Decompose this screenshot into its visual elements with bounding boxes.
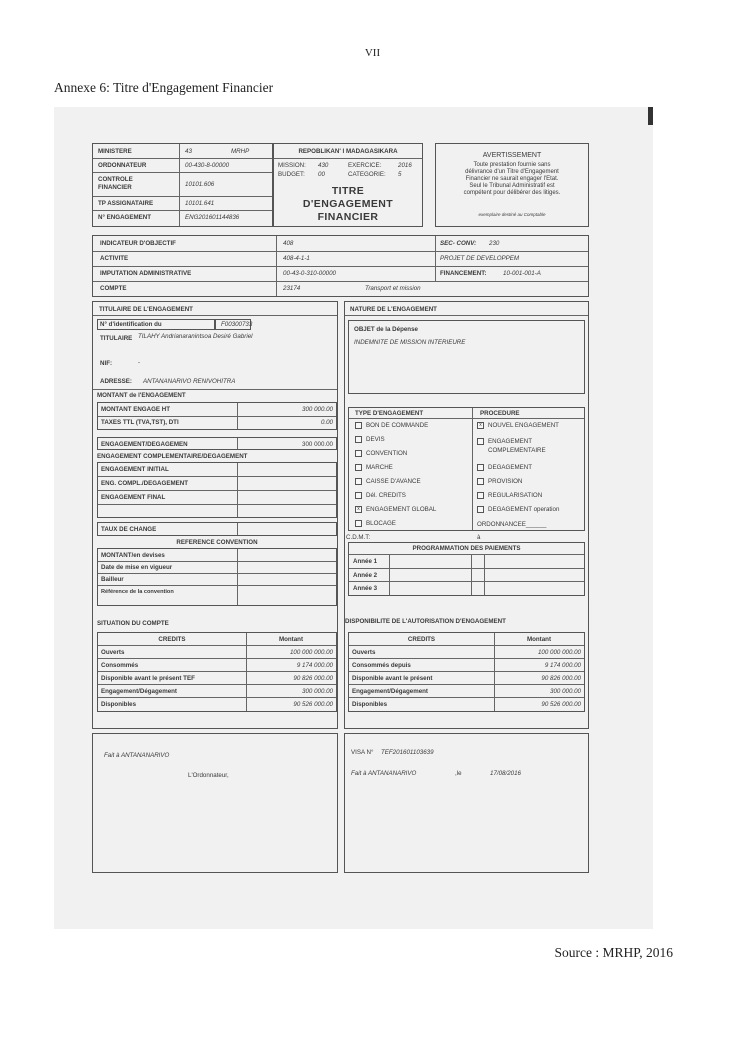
signature-right bbox=[344, 733, 589, 873]
situation-row-value: 90 826 000.00 bbox=[293, 675, 333, 682]
type-item-label: BON DE COMMANDE bbox=[366, 422, 429, 429]
procedure-item[interactable] bbox=[477, 492, 542, 499]
form-title-line-2: D'ENGAGEMENT bbox=[302, 198, 394, 210]
procedure-item[interactable] bbox=[477, 422, 559, 429]
exercice-value: 2016 bbox=[398, 162, 412, 169]
programmation-title: PROGRAMMATION DES PAIEMENTS bbox=[412, 545, 521, 552]
imputation-value: 00-43-0-310-00000 bbox=[283, 270, 336, 277]
vigueur-label: Date de mise en vigueur bbox=[101, 564, 173, 571]
budget-label: BUDGET: bbox=[278, 171, 305, 178]
type-item-label: CAISSE D'AVANCE bbox=[366, 478, 421, 485]
checkbox-icon[interactable] bbox=[477, 464, 484, 471]
dispo-row-value: 300 000.00 bbox=[550, 688, 581, 695]
procedure-item-label: NOUVEL ENGAGEMENT bbox=[488, 422, 559, 429]
situation-row-label: Ouverts bbox=[101, 649, 125, 656]
dispo-row-value: 90 526 000.00 bbox=[541, 701, 581, 708]
eng-deg-label: ENGAGEMENT/DEGAGEMEN bbox=[101, 441, 188, 448]
categorie-value: 5 bbox=[398, 171, 402, 178]
situation-row-value: 300 000.00 bbox=[302, 688, 333, 695]
taux-label: TAUX DE CHANGE bbox=[101, 526, 157, 533]
procedure-item[interactable] bbox=[477, 464, 532, 471]
compl-label: ENG. COMPL./DEGAGEMENT bbox=[101, 480, 188, 487]
taxes-value: 0.00 bbox=[320, 419, 333, 426]
tp-label: TP ASSIGNATAIRE bbox=[98, 200, 154, 207]
checkbox-icon[interactable] bbox=[477, 438, 484, 445]
nif-value: - bbox=[138, 359, 141, 366]
nature-section-title: NATURE DE L'ENGAGEMENT bbox=[350, 306, 437, 313]
adresse-label: ADRESSE: bbox=[100, 378, 132, 385]
convention-table bbox=[97, 548, 337, 606]
devises-label: MONTANT/en devises bbox=[101, 552, 165, 559]
type-item-label: MARCHE bbox=[366, 464, 393, 471]
categorie-label: CATEGORIE: bbox=[348, 171, 386, 178]
sec-conv-label: SEC- CONV: bbox=[440, 240, 477, 247]
scanned-form bbox=[54, 107, 653, 929]
projet-value: PROJET DE DEVELOPPEM bbox=[440, 255, 520, 262]
compte-value: 23174 bbox=[283, 285, 301, 292]
financement-label: FINANCEMENT: bbox=[440, 270, 487, 277]
checkbox-icon[interactable] bbox=[477, 492, 484, 499]
indicateur-value: 408 bbox=[283, 240, 294, 247]
checkbox-icon[interactable] bbox=[355, 464, 362, 471]
montant-section-title: MONTANT de l'ENGAGEMENT bbox=[97, 392, 186, 399]
procedure-item-label-2: COMPLEMENTAIRE bbox=[488, 447, 546, 454]
ref-convention-title: REFERENCE CONVENTION bbox=[176, 539, 258, 546]
ordonnateur-label: ORDONNATEUR bbox=[98, 162, 147, 169]
header-info-table bbox=[92, 143, 273, 227]
objet-label: OBJET de la Dépense bbox=[354, 326, 418, 333]
situation-row-label: Disponibles bbox=[101, 701, 137, 708]
controle-value: 10101.606 bbox=[185, 181, 215, 188]
type-item-label: ENGAGEMENT GLOBAL bbox=[366, 506, 437, 513]
situation-row-value: 90 526 000.00 bbox=[293, 701, 333, 708]
mission-value: 430 bbox=[318, 162, 329, 169]
dispo-col-montant: Montant bbox=[526, 636, 552, 643]
objet-box bbox=[348, 320, 585, 394]
eng-deg-row bbox=[97, 437, 337, 450]
page-number: VII bbox=[364, 47, 381, 59]
mission-label: MISSION: bbox=[278, 162, 306, 169]
engagement-number-value: ENG201601144836 bbox=[185, 214, 240, 221]
dispo-row-value: 100 000 000.00 bbox=[537, 649, 581, 656]
situation-row-label: Disponible avant le présent TEF bbox=[101, 675, 195, 682]
checkbox-icon[interactable]: x bbox=[355, 506, 362, 513]
situation-title: SITUATION DU COMPTE bbox=[97, 620, 169, 627]
type-item-label: DEVIS bbox=[366, 436, 385, 443]
type-item-label: Dél. CREDITS bbox=[366, 492, 406, 499]
identification-label: N° d'identification du bbox=[100, 321, 162, 328]
procedure-item-label: ENGAGEMENT bbox=[488, 438, 533, 445]
disponibilite-table bbox=[348, 632, 585, 712]
eng-deg-value: 300 000.00 bbox=[302, 441, 333, 448]
situation-col-montant: Montant bbox=[278, 636, 304, 643]
dispo-col-credits: CREDITS bbox=[407, 636, 436, 643]
engagement-number-label: N° ENGAGEMENT bbox=[98, 214, 152, 221]
ministere-name: MRHP bbox=[231, 148, 250, 155]
taux-row bbox=[97, 522, 337, 536]
checkbox-icon[interactable] bbox=[355, 450, 362, 457]
dispo-row-value: 90 826 000.00 bbox=[541, 675, 581, 682]
dispo-row-label: Consommés depuis bbox=[352, 662, 411, 669]
cdmt-a: à bbox=[477, 534, 481, 541]
montant-table bbox=[97, 402, 337, 430]
bailleur-label: Bailleur bbox=[101, 576, 124, 583]
compte-description: Transport et mission bbox=[365, 285, 421, 292]
tp-value: 10101.641 bbox=[185, 200, 215, 207]
financement-value: 10-001-001-A bbox=[503, 270, 541, 277]
ministere-label: MINISTERE bbox=[98, 148, 132, 155]
type-item[interactable] bbox=[355, 478, 421, 485]
compl-title: ENGAGEMENT COMPLEMENTAIRE/DEGAGEMENT bbox=[97, 453, 248, 460]
procedure-item-label: PROVISION bbox=[488, 478, 523, 485]
type-item[interactable] bbox=[355, 422, 428, 429]
type-item-label: BLOCAGE bbox=[366, 520, 396, 527]
initial-label: ENGAGEMENT INITIAL bbox=[101, 466, 169, 473]
type-item[interactable] bbox=[355, 520, 396, 527]
titulaire-label: TITULAIRE bbox=[100, 335, 133, 342]
dispo-row-label: Ouverts bbox=[352, 649, 376, 656]
type-item[interactable] bbox=[355, 450, 407, 457]
titulaire-section-title: TITULAIRE DE L'ENGAGEMENT bbox=[99, 306, 193, 313]
montant-ht-value: 300 000.00 bbox=[302, 406, 333, 413]
exercice-label: EXERCICE: bbox=[348, 162, 382, 169]
form-title-line-3: FINANCIER bbox=[317, 211, 379, 223]
visa-label: VISA N° bbox=[351, 749, 374, 756]
procedure-item[interactable] bbox=[477, 506, 559, 513]
dispo-row-label: Disponibles bbox=[352, 701, 388, 708]
right-column bbox=[344, 301, 589, 729]
controle-label-2: FINANCIER bbox=[98, 184, 132, 191]
nif-label: NIF: bbox=[100, 360, 113, 367]
warning-note: exemplaire destiné au Comptable bbox=[478, 212, 546, 217]
header-title-block bbox=[273, 143, 423, 227]
type-item[interactable] bbox=[355, 464, 393, 471]
left-column bbox=[92, 301, 338, 729]
fait-right: Fait à ANTANANARIVO bbox=[351, 770, 417, 777]
type-title: TYPE D'ENGAGEMENT bbox=[355, 410, 424, 417]
form-title-line-1: TITRE bbox=[331, 185, 365, 197]
compte-label: COMPTE bbox=[100, 285, 127, 292]
situation-table bbox=[97, 632, 337, 712]
dispo-row-label: Disponible avant le présent bbox=[352, 675, 433, 682]
ministere-code: 43 bbox=[185, 148, 192, 155]
checkbox-icon[interactable] bbox=[355, 478, 362, 485]
warning-box bbox=[435, 143, 589, 227]
checkbox-icon[interactable]: x bbox=[477, 422, 484, 429]
procedure-title: PROCEDURE bbox=[480, 410, 520, 417]
programmation-year: Année 2 bbox=[353, 572, 378, 579]
situation-col-credits: CREDITS bbox=[158, 636, 186, 643]
ref-convention-label: Référence de la convention bbox=[101, 589, 174, 595]
procedure-item-label: REGULARISATION bbox=[488, 492, 543, 499]
warning-line-5: compétent pour délibérer des litiges. bbox=[463, 190, 561, 196]
ordonnancee-label: ORDONNANCEE______ bbox=[477, 521, 547, 528]
checkbox-icon[interactable] bbox=[355, 436, 362, 443]
type-item[interactable] bbox=[355, 436, 385, 443]
annex-caption: Annexe 6: Titre d'Engagement Financier bbox=[54, 80, 274, 95]
ordonnateur-signature-label: L'Ordonnateur, bbox=[188, 772, 229, 779]
cdmt-label: C.D.M.T: bbox=[346, 534, 371, 541]
activite-label: ACTIVITE bbox=[100, 255, 129, 262]
checkbox-icon[interactable] bbox=[355, 492, 362, 499]
warning-line-1: Toute prestation fournie sans bbox=[473, 162, 551, 168]
situation-row-label: Engagement/Dégagement bbox=[101, 688, 177, 695]
imputation-table bbox=[92, 235, 589, 297]
type-item[interactable] bbox=[355, 492, 406, 499]
fait-left: Fait à ANTANANARIVO bbox=[104, 752, 170, 759]
programmation-year: Année 1 bbox=[353, 558, 378, 565]
procedure-item[interactable] bbox=[477, 478, 522, 485]
objet-value: INDEMNITE DE MISSION INTERIEURE bbox=[354, 339, 466, 346]
checkbox-icon[interactable] bbox=[355, 520, 362, 527]
situation-row-value: 9 174 000.00 bbox=[296, 662, 333, 669]
adresse-value: ANTANANARIVO RENIVOHITRA bbox=[143, 378, 236, 385]
type-procedure-box bbox=[348, 407, 585, 531]
taxes-label: TAXES TTL (TVA,TST), DTI bbox=[101, 419, 179, 426]
warning-line-3: Financier ne saurait engager l'Etat. bbox=[465, 176, 559, 182]
engagement-form bbox=[92, 143, 592, 912]
compl-table bbox=[97, 462, 337, 518]
dispo-row-label: Engagement/Dégagement bbox=[352, 688, 428, 695]
republic-name: REPOBLIKAN' I MADAGASIKARA bbox=[298, 148, 398, 155]
situation-row-value: 100 000 000.00 bbox=[289, 649, 333, 656]
activite-value: 408-4-1-1 bbox=[283, 255, 310, 262]
programmation-table bbox=[348, 542, 585, 596]
montant-ht-label: MONTANT ENGAGE HT bbox=[101, 406, 170, 413]
disponibilite-title: DISPONIBILITE DE L'AUTORISATION D'ENGAGEMENT bbox=[345, 618, 506, 625]
procedure-item[interactable] bbox=[477, 438, 532, 445]
budget-value: 00 bbox=[318, 171, 325, 178]
type-item[interactable] bbox=[355, 506, 436, 513]
type-item-label: CONVENTION bbox=[366, 450, 408, 457]
imputation-label: IMPUTATION ADMINISTRATIVE bbox=[100, 270, 192, 277]
sec-conv-value: 230 bbox=[489, 240, 500, 247]
le-label: ,le bbox=[455, 770, 462, 777]
final-label: ENGAGEMENT FINAL bbox=[101, 494, 166, 501]
signature-date: 17/08/2016 bbox=[490, 770, 521, 777]
visa-value: TEF201601103639 bbox=[381, 749, 434, 756]
procedure-item-label: DEGAGEMENT operation bbox=[488, 506, 560, 513]
checkbox-icon[interactable] bbox=[355, 422, 362, 429]
warning-line-4: Seul le Tribunal Administratif est bbox=[469, 183, 555, 189]
ordonnateur-value: 00-430-8-00000 bbox=[185, 162, 230, 169]
warning-line-2: délivrance d'un Titre d'Engagement bbox=[465, 169, 559, 175]
source-caption: Source : MRHP, 2016 bbox=[554, 945, 673, 960]
dispo-row-value: 9 174 000.00 bbox=[544, 662, 581, 669]
checkbox-icon[interactable] bbox=[477, 478, 484, 485]
signature-left bbox=[92, 733, 338, 873]
programmation-year: Année 3 bbox=[353, 585, 378, 592]
warning-title: AVERTISSEMENT bbox=[482, 152, 542, 159]
situation-row-label: Consommés bbox=[101, 662, 139, 669]
procedure-item-label: DEGAGEMENT bbox=[488, 464, 533, 471]
titulaire-value: TILAHY Andrianaranintsoa Desiré Gabriel bbox=[138, 333, 253, 340]
identification-value: F00300733 bbox=[221, 321, 253, 328]
checkbox-icon[interactable] bbox=[477, 506, 484, 513]
controle-label-1: CONTROLE bbox=[98, 176, 133, 183]
indicateur-label: INDICATEUR D'OBJECTIF bbox=[100, 240, 176, 247]
